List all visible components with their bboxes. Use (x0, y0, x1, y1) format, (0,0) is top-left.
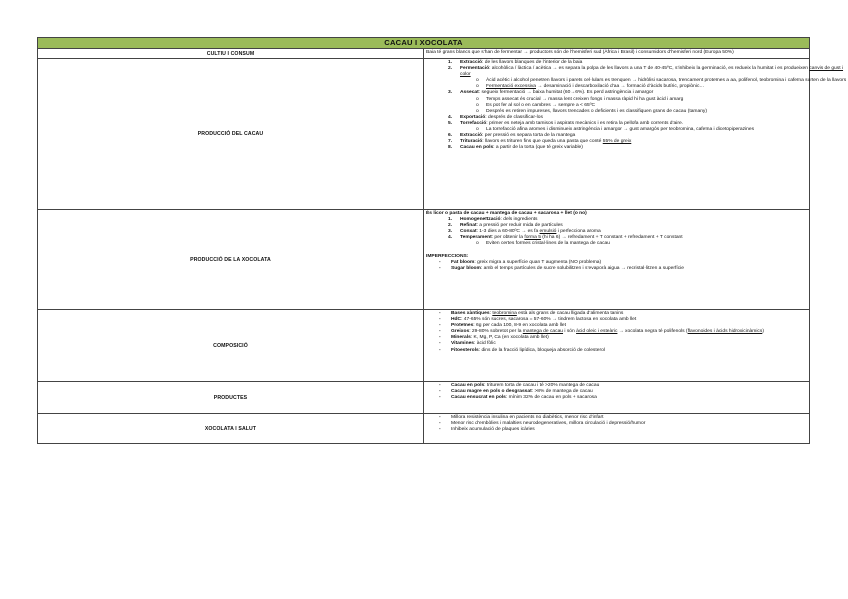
page-title: CACAU I XOCOLATA (38, 38, 810, 49)
row-produccio-xocolata (38, 210, 810, 310)
row-content-produccio-cacau (424, 59, 847, 210)
list-item: - Menor risc d’embòlies i malalties neurodegeneratives, millora circulació i depressió/humor (439, 421, 646, 427)
row-label-cultiu: CULTIU I CONSUM (38, 49, 424, 59)
list-item: - Greixos: 29-80% sobretot per la mantega de cacau i són àcid oleic i esteàric → xocolata negra té polifenols (flavonoides i àcids hidroxicinàmics) (439, 329, 764, 335)
row-label-productes: PRODUCTES (38, 382, 424, 414)
list-item: 4. Temperament: per obtenir la forma 5 (hi ha 6) → refredament + T constant + refredament + T constant (448, 235, 683, 241)
row-cultiu (38, 49, 810, 59)
list-item: o Temps assecat és crucial → massa lent creixen fongs i massa ràpid hi ha gust àcid i amarg (476, 96, 684, 102)
list-item: o Eviten certes formes cristal·lines de la mantega de cacau (476, 241, 610, 247)
list-item: - Cacau magre en pols o desgrassat: >8% de mantega de cacau (439, 389, 593, 395)
row-label-produccio-xocolata: PRODUCCIÓ DE LA XOCOLATA (38, 210, 424, 310)
list-item: - Fat bloom: greix migra a superfície quan T augmenta (NO problema) (439, 259, 602, 265)
list-item: 2. Refinat: a pressió per reduir mida de partícules (448, 223, 563, 229)
list-item: o Després es retiren impureses, llavors trencades o deficients i es classifiquen grans de cacau (tamany) (476, 108, 707, 114)
list-item: - Cacau en pols: triturem torta de cacau i té >20% mantega de cacau (439, 383, 600, 388)
list-item: 3. Assecat: segueix fermentació → baixa humitat (60→6%). Es perd astringència i amargor (448, 90, 654, 96)
list-item: 3. Conxat: 1-3 dies a 60-80ºC → es fa emulsió i perfecciona aroma (448, 229, 601, 235)
row-composicio (38, 310, 810, 382)
row-label-composicio: COMPOSICIÓ (38, 310, 424, 382)
row-productes (38, 382, 810, 414)
list-item: - Proteïnes: 6g per cada 100, 8-9 en xocolata amb llet (439, 323, 567, 329)
row-content-produccio-xocolata (424, 210, 810, 310)
list-item: o Es pot fer al sol o en cambres → sempre a < 65ºC (476, 102, 596, 108)
list-item: - Millora resistència insulina en pacients no diabètics, menor risc d’infart (439, 415, 604, 420)
title-row (38, 38, 810, 49)
row-content-cultiu (424, 49, 810, 59)
list-item: - Cacau ensucrat en pols: mínim 32% de cacau en pols + sacarosa (439, 395, 597, 401)
row-produccio-cacau (38, 59, 810, 210)
list-item: 1. Extracció: de les llavors blanques de l’interior de la baia (448, 60, 583, 65)
list-item: - HdC: 47-65% són sucres, sacarosa = 57-60% → tindrem lactosa en xocolata amb llet (439, 317, 637, 323)
list-item: 2. Fermentació: alcohòlica / làctica / acètica → es separa la polpa de les llavors a una T de 40-45ºC, s’inhibeix la germinació, es redueix la humitat i es produeixen canvis de gust i (448, 66, 844, 72)
row-label-produccio-cacau: PRODUCCIÓ DEL CACAU (38, 59, 424, 210)
row-content-salut (424, 414, 810, 444)
list-item: o Àcid acètic i alcohol penetren llavors i parets cel·lulars es trenquen → hidròlisi sacarosa, trencament proteïnes a aa, polifenol, teobromina i cafeïna surten de la llavors (476, 78, 847, 84)
row-content-composicio (424, 310, 810, 382)
row-content-productes (424, 382, 810, 414)
list-item-continuation: color (460, 72, 471, 78)
list-item: 5. Torrefacció: primer es neteja amb tamisos i aspirats mecànics i es retira la pellofa amb corrents d’aire. (448, 120, 684, 126)
text-line: Baia té grans blancs que s’han de fermentar → productors són de l’hemisferi sud (Àfrica i Brasil) i consumidors d’hemisferi nord (Europa 50%) (426, 50, 734, 55)
list-item: - Inhibeix acumulació de plaques icàries (439, 427, 535, 433)
list-item: 6. Extracció: per pressió es separa torta de la mantega (448, 133, 576, 139)
list-item: - Minerals: K, Mg, P, Ca (en xocolata amb llet) (439, 335, 549, 341)
notes-table (37, 37, 847, 444)
list-item: 8. Cacau en pols: a partir de la torta (que té greix variable) (448, 145, 583, 151)
list-item: 1. Homogeneïtzació: dels ingredients (448, 217, 538, 223)
list-item: o Fermentació excessiva → desaminació i descarboxilació d’aa → formació d’àcids butíric, propiònic… (476, 84, 705, 90)
list-item: 7. Trituració: llavors es trituren fins que queda una pasta que conté 55% de greix (448, 139, 632, 145)
list-item: - Sugar bloom: amb el temps partícules de sucre solubilitzen i s’evaporà aigua → recristal·litzen a superfície (439, 265, 684, 271)
list-item: - Bases xàntiques: teobromina està als grans de cacau lligada d’alimenta tanins (439, 311, 624, 316)
list-item: - Fitoesterols: dins de la fracció lipídica, bloqueja absorció de colesterol (439, 347, 605, 353)
row-salut (38, 414, 810, 444)
intro-line: És licor o pasta de cacau + mantega de cacau + sacarosa + llet (o no) (426, 211, 587, 216)
list-item: 4. Exportació: després de classificar-los (448, 114, 543, 120)
list-item: o La torrefacció afina aromes i disminueix astringència i amargor → gust amargós per teobromina, cafeïna i dicetopiperazines (476, 127, 755, 133)
row-label-salut: XOCOLATA I SALUT (38, 414, 424, 444)
list-item: - Vitamines: àcid fòlic (439, 341, 496, 347)
imperfections-title: IMPERFECCIONS: (426, 253, 469, 259)
